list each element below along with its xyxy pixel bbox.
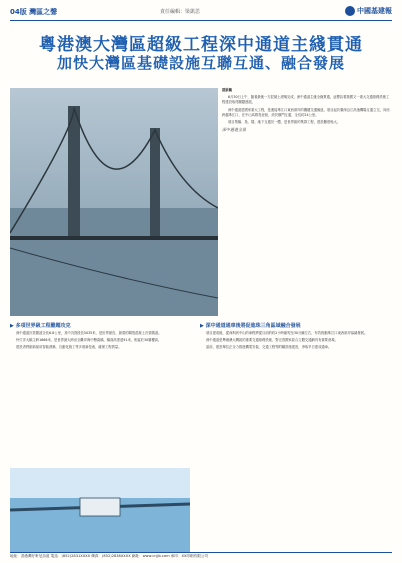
section-2: [200, 320, 392, 353]
section-1-p3: 建設者們創新採用智能澆築、自動化施工等多項新技術，確保工程質量。: [16, 345, 122, 350]
sub-headline: 加快大灣區基礎設施互聯互通、融合發展: [56, 54, 345, 72]
section-1: [10, 320, 190, 353]
section-2-p3: 當前，建設單位正全力推進機電安裝、交通工程等附屬設施建設，爭取早日建成通車。: [206, 345, 332, 350]
paragraph-1: 6月30日上午，隨著最後一方混凝土澆築完成，深中通道主綫全綫貫通，這標誌着我國又一重大交通基礎設施工程建設取得關鍵進展。: [222, 95, 390, 105]
bridge-illustration: [10, 88, 218, 316]
page-footer: 地址：香港灣仔軒尼詩道 電話：(852)2831XXXX 傳真：(852)2838XXXX 網址：www.cnjjb.com 承印：XX印刷有限公司: [10, 552, 392, 561]
section-1-body: [10, 331, 190, 351]
article-intro: [222, 88, 392, 132]
section-1-heading: ▶ 多項世界級工程難題攻克: [10, 323, 71, 329]
section-2-p2: 深中通道是粵港澳大灣區的重要交通基礎設施，對完善國家綜合立體交通網具有重要意義。: [206, 338, 338, 343]
photo-caption: 深中通道全景: [222, 127, 246, 133]
section-1-p2: 伶仃洋大橋主跨1666米，是世界最大跨徑全離岸海中懸索橋，橋面高度達91米，相當於30層樓高。: [16, 338, 162, 343]
section-2-p1: 項目建成後，從深圳到中山的車程將從目前的約2小時縮短至30分鐘左右，有效推動珠江口東西兩岸協調發展。: [206, 331, 368, 335]
paragraph-3: 項目集橋、島、隧、地下互通於一體，是世界級的集群工程，建設難度極大。: [228, 120, 341, 125]
logo-icon: [345, 6, 355, 16]
main-headline: 粵港澳大灣區超級工程深中通道主綫貫通: [39, 35, 363, 55]
byline: 趙新鵬: [222, 88, 232, 92]
paragraph-2: 深中通道是國家重大工程，是連接珠江口東西兩岸的關鍵交通樞紐。項目起於廣深沿江高速機場互通立交，向西跨越珠江口，在中山馬鞍島登陸，終於橫門互通，全長約24公里。: [222, 107, 390, 117]
tunnel-photo: [10, 468, 190, 552]
section-2-body: [200, 331, 392, 351]
bridge-photo: [10, 88, 218, 316]
section-2-heading: ▶ 深中通道通車後將促進珠三角區域融合發展: [200, 323, 301, 329]
page-header: [10, 6, 392, 21]
brand-name: 中國基建報: [357, 7, 392, 15]
section-1-p1: 深中通道沉管隧道全長6.8公里，其中沉管段長5035米，是世界最長、最寬的鋼殼混凝土沉管隧道。: [16, 331, 162, 335]
brand-mark: [345, 6, 392, 16]
editor-credit: 責任編輯：梁凱思: [160, 9, 201, 15]
page-label: 04版 灣區之聲: [10, 8, 58, 16]
tunnel-illustration: [10, 468, 190, 552]
